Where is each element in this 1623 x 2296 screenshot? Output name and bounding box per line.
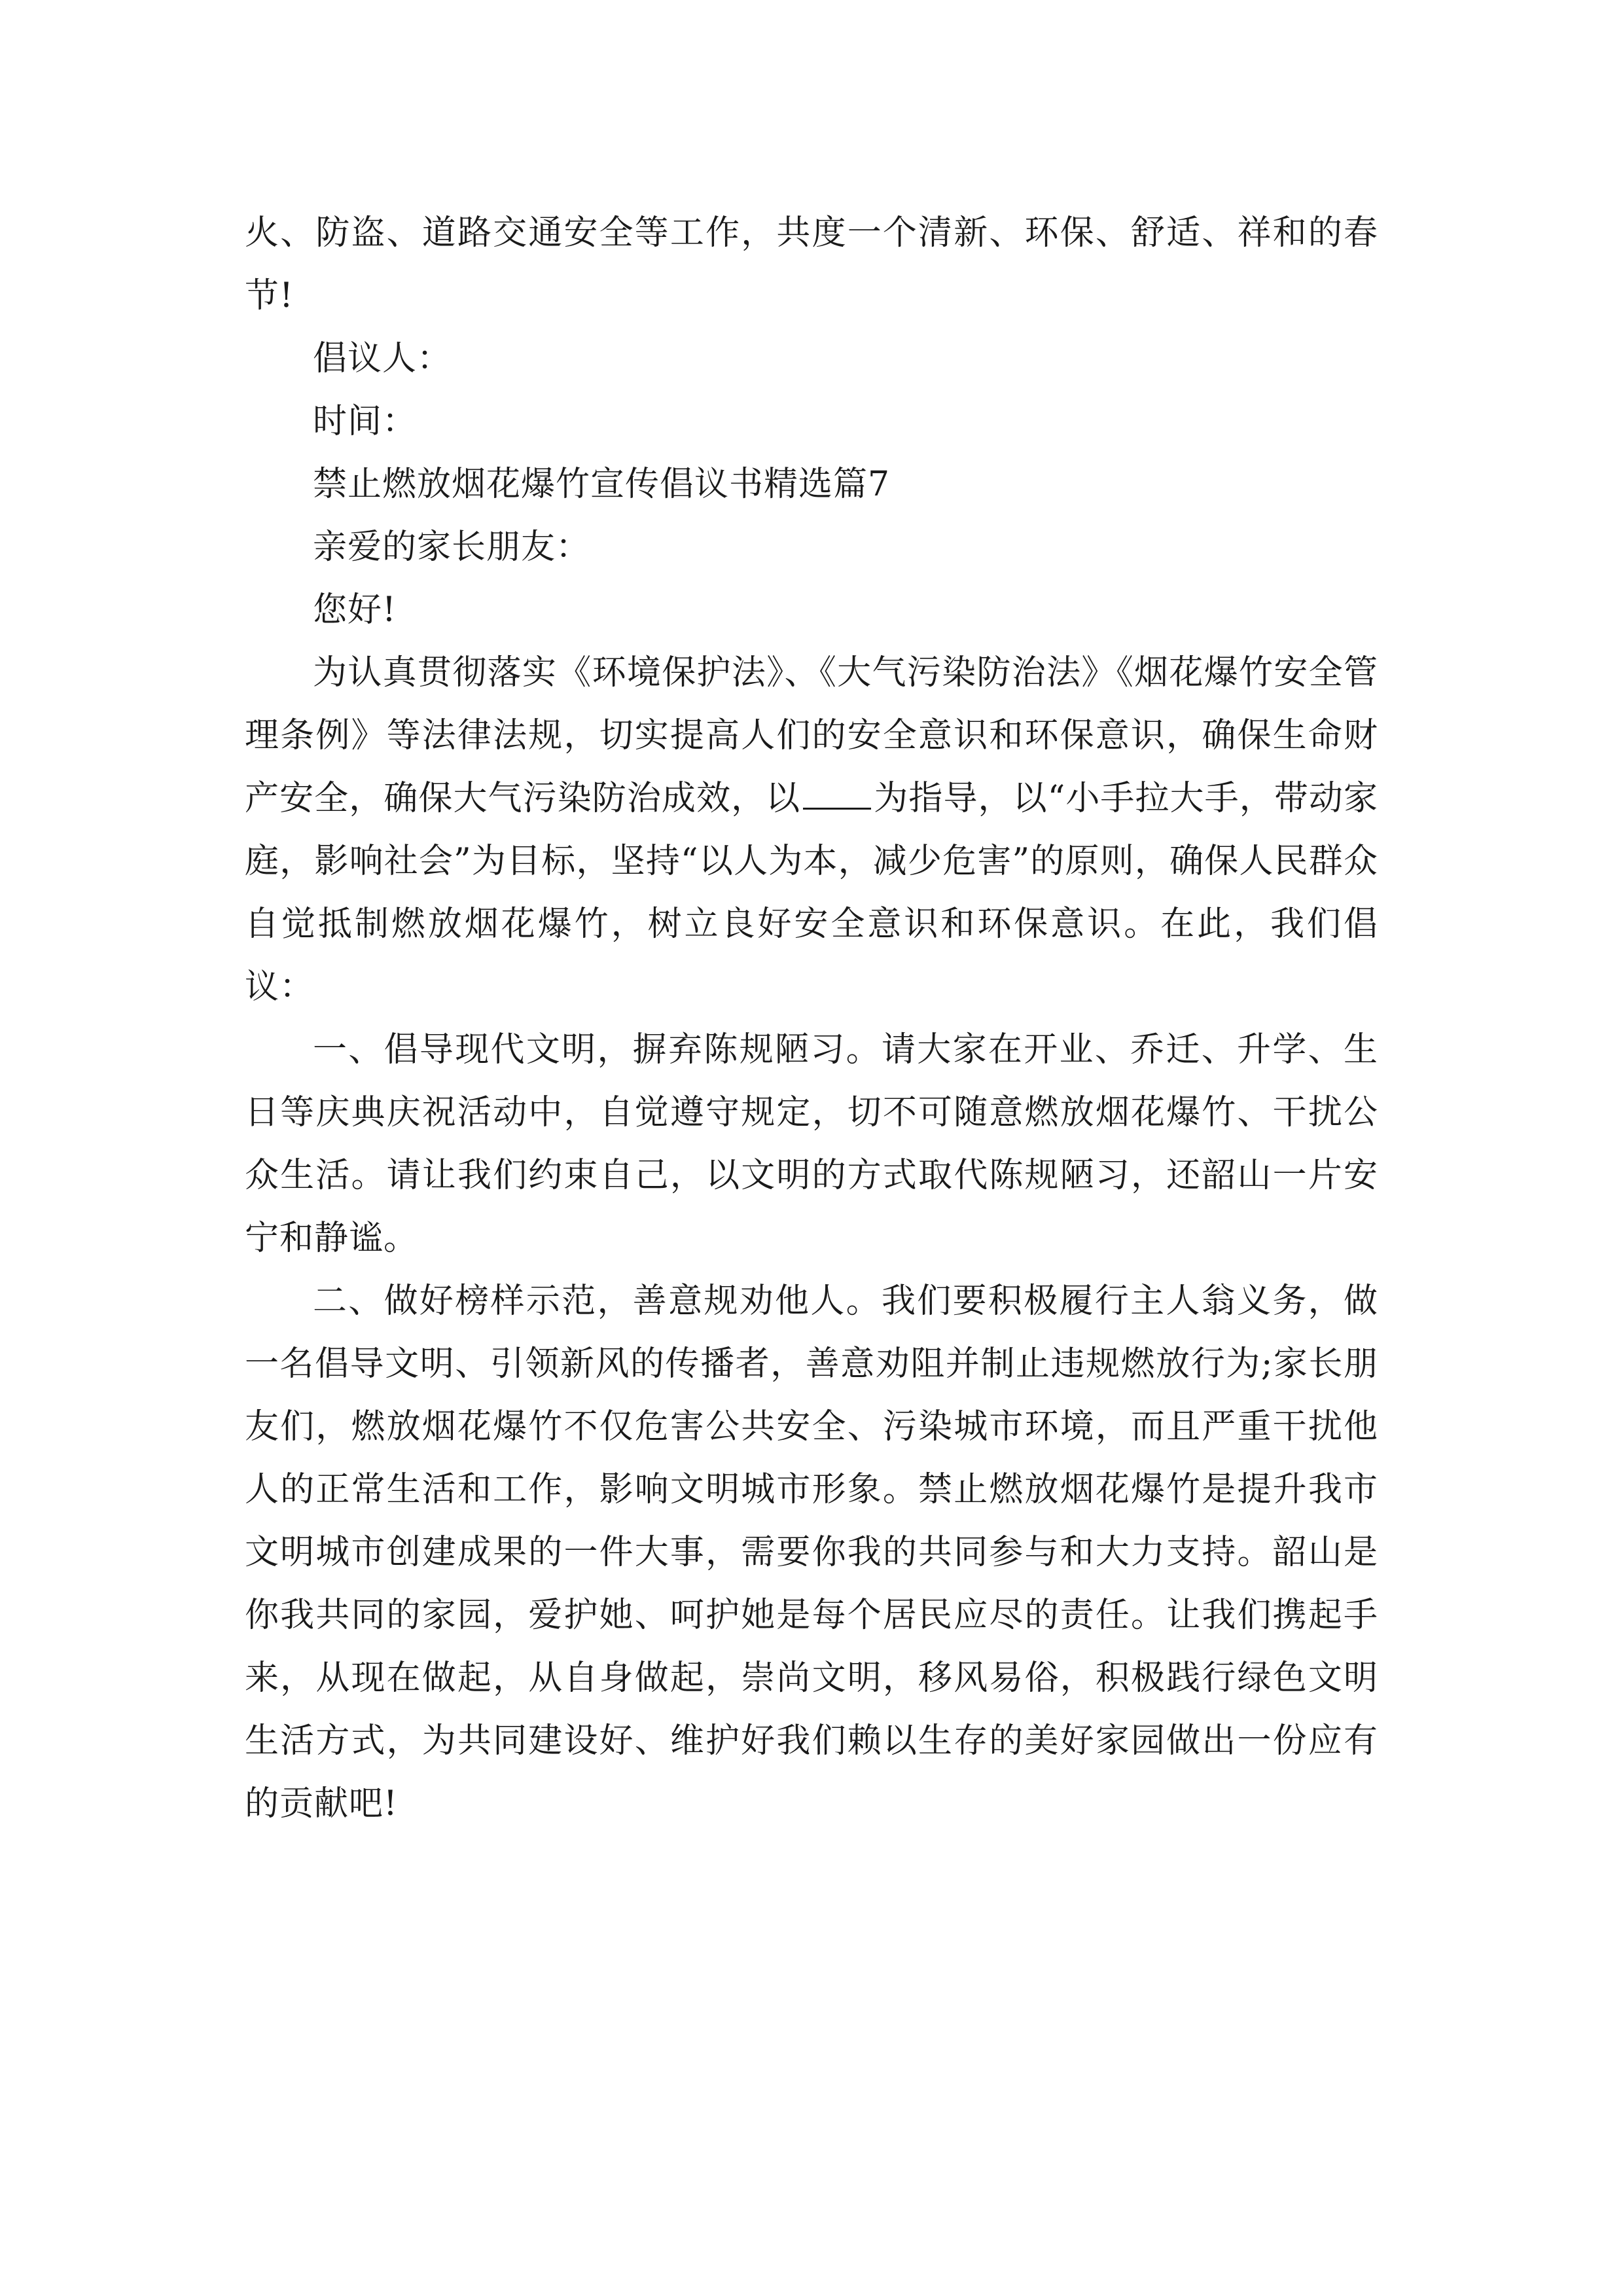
date-label: 时间： — [313, 402, 418, 441]
initiator-label: 倡议人： — [313, 339, 452, 378]
greeting: 您好! — [313, 590, 397, 630]
section-title: 禁止燃放烟花爆竹宣传倡议书精选篇7 — [313, 465, 891, 504]
proposal-two-paragraph: 二、做好榜样示范，善意规劝他人。我们要积极履行主人翁义务，做一名倡导文明、引领新风的传播者，善意劝阻并制止违规燃放行为;家长朋友们，燃放烟花爆竹不仅危害公共安全、污染城市环境，而且严重干扰他人的正常生活和工作，影响文明城市形象。禁止燃放烟花爆竹是提升我市文明城市创建成果的一件大事，需要你我的共同参与和大力支持。韶山是你我共同的家园，爱护她、呵护她是每个居民应尽的责任。让我们携起手来，从现在做起，从自身做起，崇尚文明，移风易俗，积极践行绿色文明生活方式，为共同建设好、维护好我们赖以生存的美好家园做出一份应有的贡献吧! — [245, 1282, 1378, 1823]
intro-text-after-blank: 为指导，以“小手拉大手，带动家庭，影响社会”为目标，坚持“以人为本，减少危害”的原则，确保人民群众自觉抵制燃放烟花爆竹，树立良好安全意识和环保意识。在此，我们倡议： — [245, 779, 1378, 1007]
fill-in-blank — [803, 772, 871, 810]
intro-paragraph — [245, 641, 1378, 1018]
document-body — [245, 202, 1378, 1835]
intro-text-before-blank: 为认真贯彻落实《环境保护法》、《大气污染防治法》《烟花爆竹安全管理条例》等法律法规，切实提高人们的安全意识和环保意识，确保生命财产安全，确保大气污染防治成效，以 — [245, 653, 1378, 818]
paragraph-continuation: 火、防盗、道路交通安全等工作，共度一个清新、环保、舒适、祥和的春节! — [245, 213, 1378, 315]
proposal-one-paragraph: 一、倡导现代文明，摒弃陈规陋习。请大家在开业、乔迁、升学、生日等庆典庆祝活动中，自觉遵守规定，切不可随意燃放烟花爆竹、干扰公众生活。请让我们约束自己，以文明的方式取代陈规陋习，还韶山一片安宁和静谧。 — [245, 1030, 1378, 1258]
salutation: 亲爱的家长朋友： — [313, 528, 591, 567]
